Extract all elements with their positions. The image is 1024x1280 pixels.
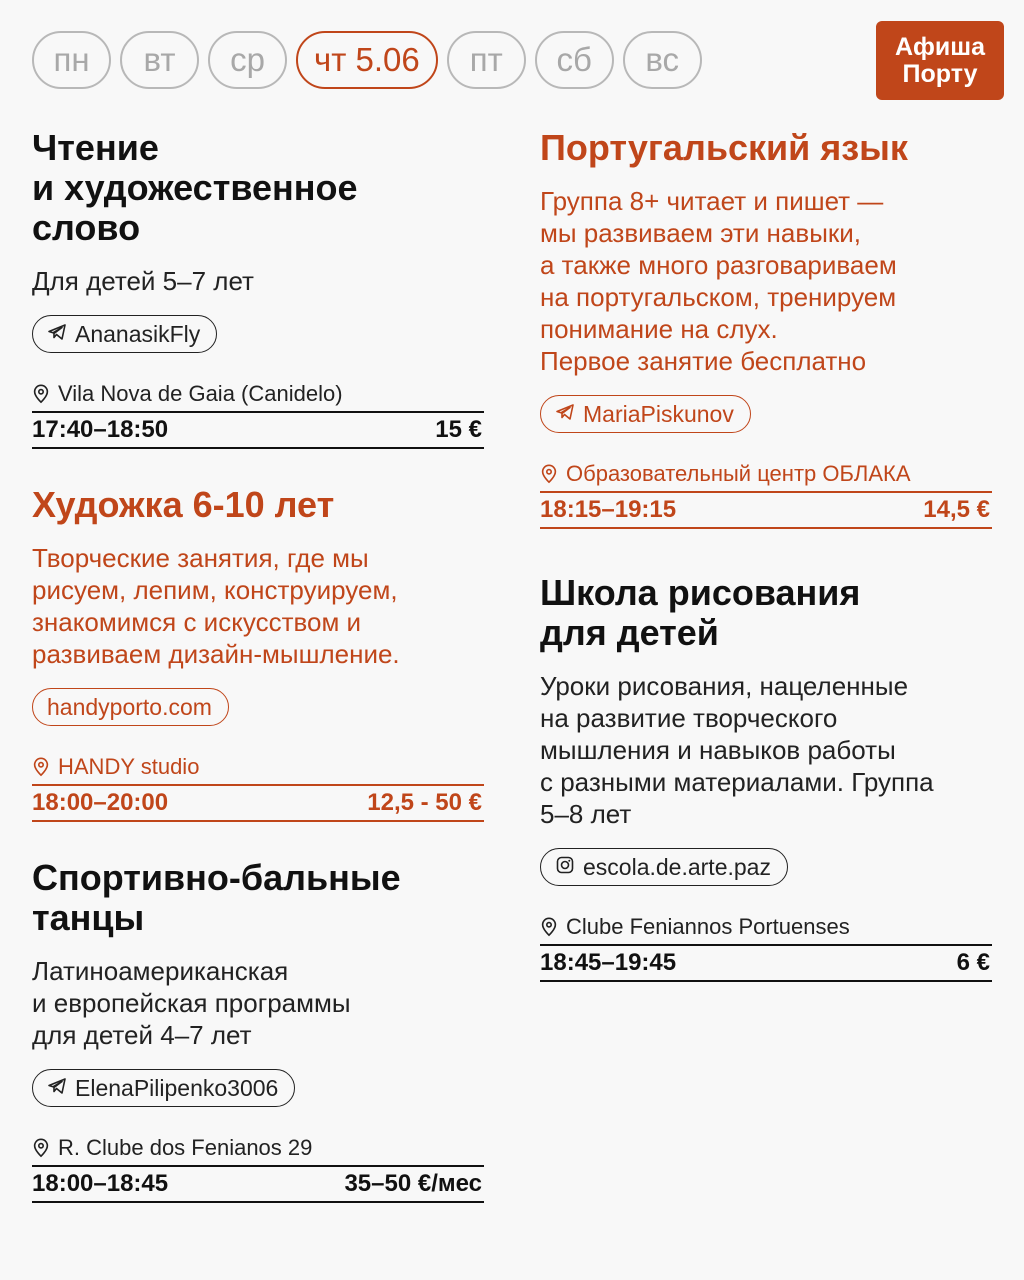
telegram-icon (47, 321, 67, 348)
telegram-icon (47, 322, 67, 342)
time-price-row (32, 411, 484, 449)
event-price: 14,5 € (923, 496, 990, 523)
day-sun[interactable]: вс (623, 31, 702, 89)
contact-link[interactable] (32, 688, 229, 726)
event-title: Португальский язык (540, 127, 908, 168)
day-fri[interactable]: пт (447, 31, 526, 89)
time-price-row (32, 784, 484, 822)
event-description: Группа 8+ читает и пишет — мы развиваем эти навыки, а также много разговариваем на португальском, тренируем понимание на слух. Первое занятие бесплатно (540, 186, 897, 376)
location-pin-icon (32, 1138, 50, 1158)
contact-link[interactable] (540, 848, 788, 886)
event-card (540, 573, 992, 982)
contact-text: handyporto.com (47, 693, 212, 720)
day-tue[interactable]: вт (120, 31, 199, 89)
event-price: 35–50 €/мес (344, 1170, 482, 1197)
event-title: Художка 6-10 лет (32, 484, 335, 525)
telegram-icon (555, 402, 575, 422)
event-time: 18:45–19:45 (540, 949, 677, 976)
event-description: Творческие занятия, где мы рисуем, лепим, конструируем, знакомимся с искусством и развиваем дизайн-мышление. (32, 543, 400, 669)
telegram-icon (47, 1075, 67, 1102)
day-mon[interactable]: пн (32, 31, 111, 89)
event-card (32, 485, 484, 822)
contact-text: AnanasikFly (75, 320, 201, 347)
location-text: HANDY studio (58, 754, 200, 779)
event-title: Чтение и художественное слово (32, 127, 358, 248)
time-price-row (540, 944, 992, 982)
event-time: 17:40–18:50 (32, 416, 169, 443)
event-title: Школа рисования для детей (540, 572, 861, 653)
contact-link[interactable] (540, 395, 751, 433)
logo-line2: Порту (902, 59, 978, 88)
location (32, 1135, 484, 1161)
location-text: Образовательный центр ОБЛАКА (566, 461, 911, 486)
location-pin-icon (540, 917, 558, 937)
contact-text: ElenaPilipenko3006 (75, 1074, 279, 1101)
location (32, 754, 484, 780)
event-time: 18:15–19:15 (540, 496, 677, 523)
event-description: Для детей 5–7 лет (32, 266, 254, 296)
telegram-icon (47, 1076, 67, 1096)
location (540, 914, 992, 940)
contact-text: escola.de.arte.paz (583, 853, 771, 880)
event-price: 15 € (435, 416, 482, 443)
event-time: 18:00–20:00 (32, 789, 169, 816)
event-card (32, 128, 484, 449)
location (32, 381, 484, 407)
time-price-row (32, 1165, 484, 1203)
location-text: R. Clube dos Fenianos 29 (58, 1135, 313, 1160)
logo (876, 21, 1004, 100)
day-thu-active[interactable]: чт 5.06 (296, 31, 438, 89)
event-card (32, 858, 484, 1203)
day-sat[interactable]: сб (535, 31, 614, 89)
location (540, 461, 992, 487)
contact-link[interactable] (32, 1069, 295, 1107)
telegram-icon (555, 401, 575, 428)
location-pin-icon (32, 384, 50, 404)
event-title: Спортивно-бальные танцы (32, 857, 401, 938)
location-text: Clube Feniannos Portuenses (566, 914, 850, 939)
location-pin-icon (540, 464, 558, 484)
logo-line1: Афиша (894, 32, 986, 61)
instagram-icon (555, 854, 575, 881)
contact-text: MariaPiskunov (583, 400, 734, 427)
event-time: 18:00–18:45 (32, 1170, 169, 1197)
instagram-icon (555, 855, 575, 875)
time-price-row (540, 491, 992, 529)
contact-link[interactable] (32, 315, 217, 353)
day-wed[interactable]: ср (208, 31, 287, 89)
event-price: 12,5 - 50 € (367, 789, 482, 816)
event-description: Латиноамериканская и европейская программы для детей 4–7 лет (32, 956, 351, 1050)
day-selector (32, 31, 702, 89)
event-description: Уроки рисования, нацеленные на развитие творческого мышления и навыков работы с разными материалами. Группа 5–8 лет (540, 671, 934, 829)
location-pin-icon (32, 757, 50, 777)
event-card (540, 128, 992, 529)
location-text: Vila Nova de Gaia (Canidelo) (58, 381, 343, 406)
event-price: 6 € (956, 949, 990, 976)
